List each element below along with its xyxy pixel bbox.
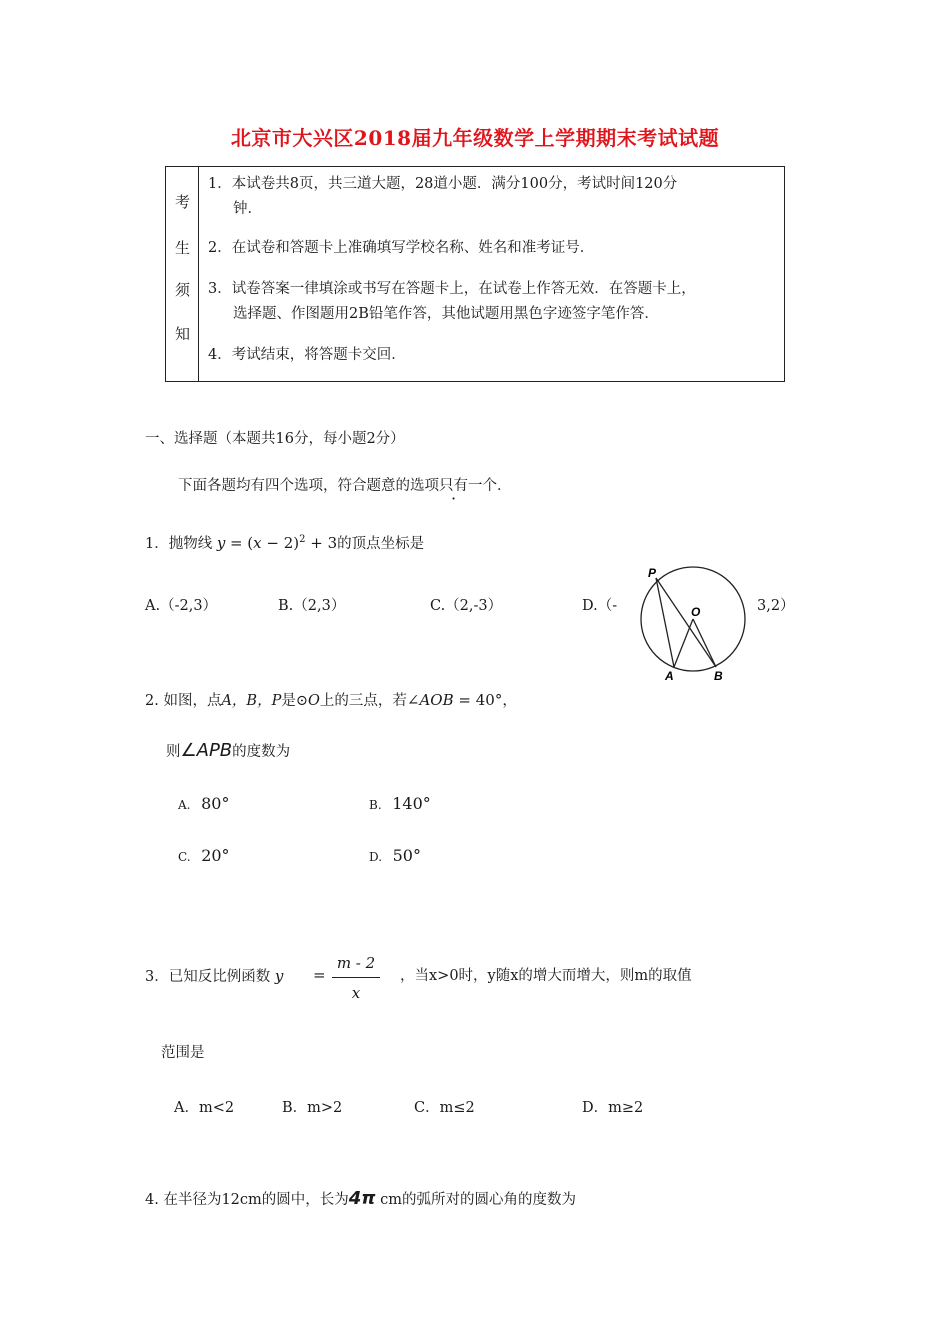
q1-option-d-value: 3,2） [757,598,795,614]
notice-item: 1．本试卷共8页，共三道大题，28道小题．满分100分，考试时间120分 钟． [208,176,678,217]
notice-item: 3．试卷答案一律填涂或书写在答题卡上，在试卷上作答无效．在答题卡上， 选择题、作图题用2B铅笔作答，其他试题用黑色字迹签字笔作答． [208,281,696,322]
q3-option-d: D．m≥2 [582,1100,644,1116]
q3-option-a: A．m<2 [174,1100,235,1116]
section-instruction: 下面各题均有四个选项，符合题意的选项只有一个． [178,478,512,494]
point-label-a: A [665,669,674,683]
notice-side-char: 须 [174,281,190,299]
notice-item: 2．在试卷和答题卡上准确填写学校名称、姓名和准考证号． [208,240,595,256]
q2-option-a: A. 80° [178,794,230,813]
notice-item: 4．考试结束，将答题卡交回． [208,347,406,363]
q3-fraction-denominator: x [351,984,361,1002]
point-label-o: O [691,605,701,619]
emphasis-dots: 只有 [439,478,468,494]
q2-option-c: C. 20° [178,846,230,865]
q3-equals: = [313,966,326,984]
notice-side-char: 知 [174,325,190,343]
q3-fraction-numerator: m - 2 [336,954,376,972]
q3-option-c: C．m≤2 [414,1100,475,1116]
question-2-line2: 则∠APB的度数为 [166,740,291,761]
segment-ob [693,619,716,667]
point-label-p: P [648,566,657,580]
point-label-b: B [714,669,723,683]
q1-option-b: B.（2,3） [278,598,346,614]
question-1: 1．抛物线 $y = (x - 2)^2 + 3$的顶点坐标是 [145,533,425,552]
page-title: 北京市大兴区2018届九年级数学上学期期末考试试题 [230,126,720,150]
question-3-prefix: 3．已知反比例函数 y [145,967,284,985]
q3-fraction-bar [332,977,380,978]
question-4: 4. 在半径为12cm的圆中，长为4π cm的弧所对的圆心角的度数为 [145,1188,577,1209]
q2-option-b: B. 140° [369,794,431,813]
q1-option-a: A.（-2,3） [145,598,218,614]
q1-option-d: D.（- [582,598,618,614]
notice-side-label [166,167,199,381]
q1-option-c: C.（2,-3） [430,598,503,614]
q2-option-d: D. 50° [369,846,421,865]
notice-side-char: 生 [174,239,190,257]
section-heading: 一、选择题（本题共16分，每小题2分） [145,431,405,447]
question-3-suffix: ，当x>0时，y随x的增大而增大，则m的取值 [400,968,692,984]
segment-oa [674,619,693,667]
q3-option-b: B．m>2 [282,1100,343,1116]
question-2: 2. 如图，点A，B，P是⊙O上的三点，若∠AOB = 40°， [145,691,517,709]
exam-notice-box [165,166,785,382]
circle-figure [636,566,754,684]
question-3-line2: 范围是 [161,1045,205,1061]
notice-side-char: 考 [174,193,190,211]
